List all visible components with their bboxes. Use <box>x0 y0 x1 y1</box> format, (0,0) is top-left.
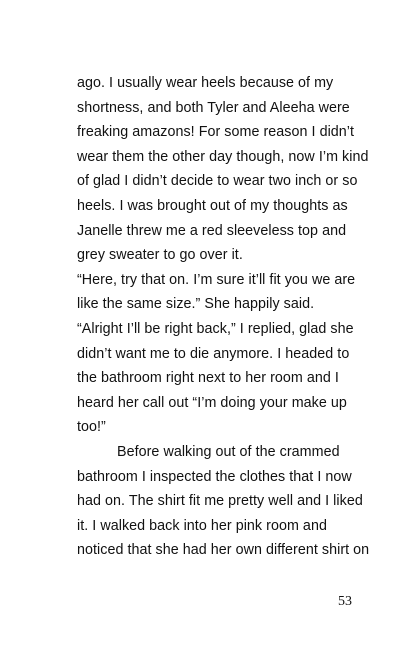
text-line: the bathroom right next to her room and I <box>77 370 339 387</box>
text-line: too!” <box>77 419 106 436</box>
text-line: “Here, try that on. I’m sure it’ll fit you we are <box>77 271 356 288</box>
text-line: heard her call out “I’m doing your make up <box>77 394 347 411</box>
text-line: bathroom I inspected the clothes that I now <box>77 468 352 485</box>
text-line: it. I walked back into her pink room and <box>77 517 327 534</box>
text-line: like the same size.” She happily said. <box>77 296 315 313</box>
text-line: had on. The shirt fit me pretty well and I liked <box>77 493 363 510</box>
page-number: 53 <box>338 594 352 609</box>
text-line-indented: Before walking out of the crammed <box>117 443 340 460</box>
text-line: heels. I was brought out of my thoughts as <box>77 197 348 214</box>
text-line: wear them the other day though, now I’m kind <box>77 148 369 165</box>
text-line: shortness, and both Tyler and Aleeha were <box>77 99 350 116</box>
text-line: “Alright I’ll be right back,” I replied, glad she <box>77 320 354 337</box>
text-line: freaking amazons! For some reason I didn’t <box>77 124 355 141</box>
text-line: ago. I usually wear heels because of my <box>77 75 334 91</box>
text-line: didn’t want me to die anymore. I headed to <box>77 345 350 362</box>
text-line: noticed that she had her own different shirt on <box>77 542 370 559</box>
text-line: grey sweater to go over it. <box>77 247 243 264</box>
text-line: Janelle threw me a red sleeveless top and <box>77 222 347 239</box>
body-text <box>77 71 370 563</box>
text-line: of glad I didn’t decide to wear two inch or so <box>77 173 358 190</box>
